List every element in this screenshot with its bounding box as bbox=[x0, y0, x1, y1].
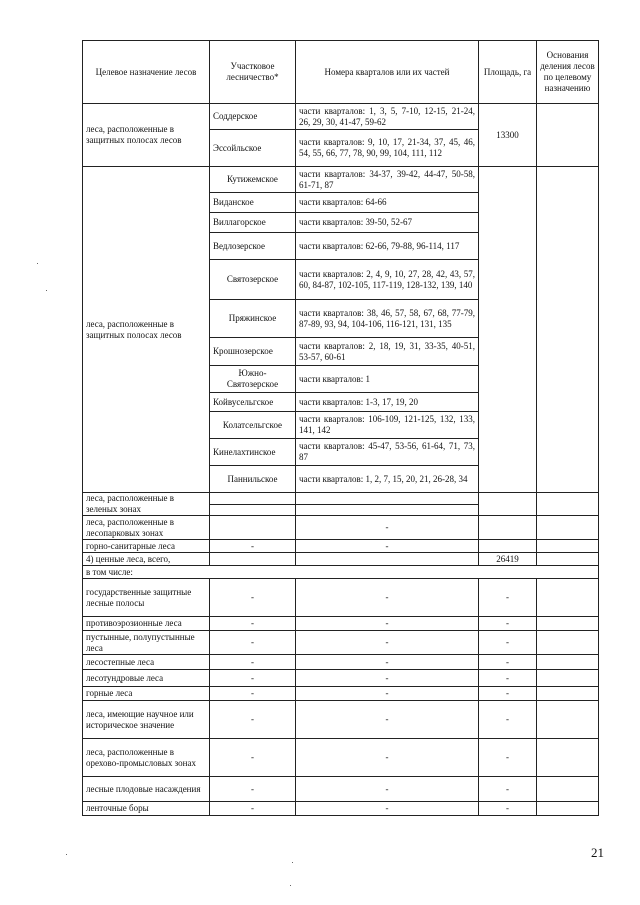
basis-cell bbox=[537, 631, 599, 655]
area-cell: - bbox=[479, 655, 537, 670]
forestry-cell: Паннильское bbox=[210, 466, 296, 493]
table-row bbox=[83, 655, 599, 670]
forestry-cell: Койвусельгское bbox=[210, 393, 296, 412]
purpose-cell: лесотундровые леса bbox=[83, 670, 210, 687]
forestry-cell: - bbox=[210, 631, 296, 655]
forestry-cell bbox=[210, 504, 296, 516]
table-row bbox=[83, 739, 599, 777]
forestry-cell: - bbox=[210, 701, 296, 739]
forestry-cell: Ведлозерское bbox=[210, 233, 296, 260]
quarters-cell: части кварталов: 62-66, 79-88, 96-114, 117 bbox=[296, 233, 479, 260]
area-cell: - bbox=[479, 701, 537, 739]
forestry-cell bbox=[210, 516, 296, 540]
including-cell: в том числе: bbox=[83, 566, 599, 579]
table-row bbox=[83, 493, 599, 505]
table-row bbox=[83, 167, 599, 193]
quarters-cell: части кварталов: 2, 18, 19, 31, 33-35, 40-51, 53-57, 60-61 bbox=[296, 338, 479, 366]
forest-purpose-table bbox=[82, 40, 599, 816]
header-purpose: Целевое назначение лесов bbox=[83, 41, 210, 104]
purpose-cell: леса, расположенные в зеленых зонах bbox=[83, 493, 210, 516]
table-row bbox=[83, 540, 599, 553]
header-forestry: Участковое лесничество* bbox=[210, 41, 296, 104]
table-row bbox=[83, 687, 599, 701]
quarters-cell: - bbox=[296, 655, 479, 670]
table-row bbox=[83, 617, 599, 631]
forestry-cell: Виллагорское bbox=[210, 213, 296, 233]
forestry-cell: - bbox=[210, 670, 296, 687]
quarters-cell bbox=[296, 553, 479, 566]
quarters-cell: - bbox=[296, 777, 479, 802]
quarters-cell: части кварталов: 1-3, 17, 19, 20 bbox=[296, 393, 479, 412]
basis-cell bbox=[537, 802, 599, 816]
scan-speck bbox=[46, 290, 47, 291]
quarters-cell: - bbox=[296, 739, 479, 777]
purpose-cell: горно-санитарные леса bbox=[83, 540, 210, 553]
table-row bbox=[83, 777, 599, 802]
area-cell: - bbox=[479, 739, 537, 777]
basis-cell bbox=[537, 579, 599, 617]
forestry-cell: Виданское bbox=[210, 193, 296, 213]
forestry-cell: Южно-Святозерское bbox=[210, 366, 296, 393]
purpose-cell: ленточные боры bbox=[83, 802, 210, 816]
header-area: Площадь, га bbox=[479, 41, 537, 104]
area-cell: - bbox=[479, 579, 537, 617]
quarters-cell: - bbox=[296, 631, 479, 655]
quarters-cell: - bbox=[296, 540, 479, 553]
purpose-cell: леса, расположенные в орехово-промысловых зонах bbox=[83, 739, 210, 777]
purpose-cell: леса, расположенные в защитных полосах лесов bbox=[83, 167, 210, 493]
purpose-cell: 4) ценные леса, всего, bbox=[83, 553, 210, 566]
forestry-cell: Колатсельгское bbox=[210, 412, 296, 439]
forestry-cell: - bbox=[210, 655, 296, 670]
basis-cell bbox=[537, 516, 599, 540]
purpose-cell: леса, расположенные в защитных полосах лесов bbox=[83, 104, 210, 167]
purpose-cell: государственные защитные лесные полосы bbox=[83, 579, 210, 617]
quarters-cell: части кварталов: 1, 2, 7, 15, 20, 21, 26-28, 34 bbox=[296, 466, 479, 493]
forestry-cell: Пряжинское bbox=[210, 300, 296, 338]
area-cell: - bbox=[479, 802, 537, 816]
purpose-cell: противоэрозионные леса bbox=[83, 617, 210, 631]
quarters-cell: части кварталов: 1 bbox=[296, 366, 479, 393]
forestry-cell: Кинелахтинское bbox=[210, 439, 296, 466]
scan-speck bbox=[290, 885, 291, 886]
area-cell: 13300 bbox=[479, 104, 537, 167]
basis-cell bbox=[537, 655, 599, 670]
basis-cell bbox=[537, 687, 599, 701]
basis-cell bbox=[537, 167, 599, 493]
quarters-cell: части кварталов: 106-109, 121-125, 132, 133, 141, 142 bbox=[296, 412, 479, 439]
quarters-cell: части кварталов: 9, 10, 17, 21-34, 37, 45, 46, 54, 55, 66, 77, 78, 90, 99, 104, 111, 112 bbox=[296, 130, 479, 167]
table-row bbox=[83, 553, 599, 566]
quarters-cell: части кварталов: 38, 46, 57, 58, 67, 68, 77-79, 87-89, 93, 94, 104-106, 116-121, 131, 135 bbox=[296, 300, 479, 338]
basis-cell bbox=[537, 617, 599, 631]
quarters-cell: части кварталов: 64-66 bbox=[296, 193, 479, 213]
forestry-cell: - bbox=[210, 540, 296, 553]
area-cell bbox=[479, 493, 537, 516]
forestry-cell: - bbox=[210, 617, 296, 631]
forestry-cell: - bbox=[210, 687, 296, 701]
basis-cell bbox=[537, 493, 599, 516]
area-cell: - bbox=[479, 687, 537, 701]
area-cell bbox=[479, 167, 537, 493]
page-number: 21 bbox=[591, 845, 604, 860]
basis-cell bbox=[537, 777, 599, 802]
quarters-cell: - bbox=[296, 701, 479, 739]
table-row bbox=[83, 516, 599, 540]
basis-cell bbox=[537, 739, 599, 777]
purpose-cell: леса, имеющие научное или историческое значение bbox=[83, 701, 210, 739]
header-quarters: Номера кварталов или их частей bbox=[296, 41, 479, 104]
area-cell bbox=[479, 516, 537, 540]
table-row bbox=[83, 631, 599, 655]
basis-cell bbox=[537, 670, 599, 687]
table-row bbox=[83, 566, 599, 579]
table-row bbox=[83, 670, 599, 687]
forestry-cell: Эссойльское bbox=[210, 130, 296, 167]
table-row bbox=[83, 701, 599, 739]
forestry-cell: Кутижемское bbox=[210, 167, 296, 193]
area-cell: - bbox=[479, 777, 537, 802]
purpose-cell: лесные плодовые насаждения bbox=[83, 777, 210, 802]
quarters-cell: - bbox=[296, 670, 479, 687]
forestry-cell: Соддерское bbox=[210, 104, 296, 130]
quarters-cell: части кварталов: 2, 4, 9, 10, 27, 28, 42, 43, 57, 60, 84-87, 102-105, 117-119, 128-132, 139, 140 bbox=[296, 260, 479, 300]
purpose-cell: горные леса bbox=[83, 687, 210, 701]
quarters-cell: - bbox=[296, 687, 479, 701]
forestry-cell bbox=[210, 553, 296, 566]
header-basis: Основания деления лесов по целевому назначению bbox=[537, 41, 599, 104]
area-cell bbox=[479, 540, 537, 553]
purpose-cell: пустынные, полупустынные леса bbox=[83, 631, 210, 655]
area-cell: 26419 bbox=[479, 553, 537, 566]
scan-speck bbox=[37, 263, 38, 264]
quarters-cell: - bbox=[296, 802, 479, 816]
forestry-cell: - bbox=[210, 777, 296, 802]
purpose-cell: леса, расположенные в лесопарковых зонах bbox=[83, 516, 210, 540]
scan-speck bbox=[66, 854, 67, 855]
basis-cell bbox=[537, 540, 599, 553]
forestry-cell: Святозерское bbox=[210, 260, 296, 300]
area-cell: - bbox=[479, 631, 537, 655]
quarters-cell bbox=[296, 504, 479, 516]
quarters-cell: части кварталов: 45-47, 53-56, 61-64, 71, 73, 87 bbox=[296, 439, 479, 466]
table-row bbox=[83, 579, 599, 617]
quarters-cell: части кварталов: 1, 3, 5, 7-10, 12-15, 21-24, 26, 29, 30, 41-47, 59-62 bbox=[296, 104, 479, 130]
area-cell: - bbox=[479, 670, 537, 687]
quarters-cell: части кварталов: 39-50, 52-67 bbox=[296, 213, 479, 233]
table-row bbox=[83, 104, 599, 130]
table-row bbox=[83, 802, 599, 816]
scan-speck bbox=[292, 862, 293, 863]
basis-cell bbox=[537, 701, 599, 739]
forestry-cell bbox=[210, 493, 296, 505]
purpose-cell: лесостепные леса bbox=[83, 655, 210, 670]
header-row bbox=[83, 41, 599, 104]
quarters-cell: части кварталов: 34-37, 39-42, 44-47, 50-58, 61-71, 87 bbox=[296, 167, 479, 193]
forestry-cell: - bbox=[210, 802, 296, 816]
basis-cell bbox=[537, 553, 599, 566]
forestry-cell: - bbox=[210, 579, 296, 617]
area-cell: - bbox=[479, 617, 537, 631]
basis-cell bbox=[537, 104, 599, 167]
quarters-cell: - bbox=[296, 516, 479, 540]
forestry-cell: - bbox=[210, 739, 296, 777]
forestry-cell: Крошнозерское bbox=[210, 338, 296, 366]
quarters-cell: - bbox=[296, 617, 479, 631]
quarters-cell bbox=[296, 493, 479, 505]
quarters-cell: - bbox=[296, 579, 479, 617]
